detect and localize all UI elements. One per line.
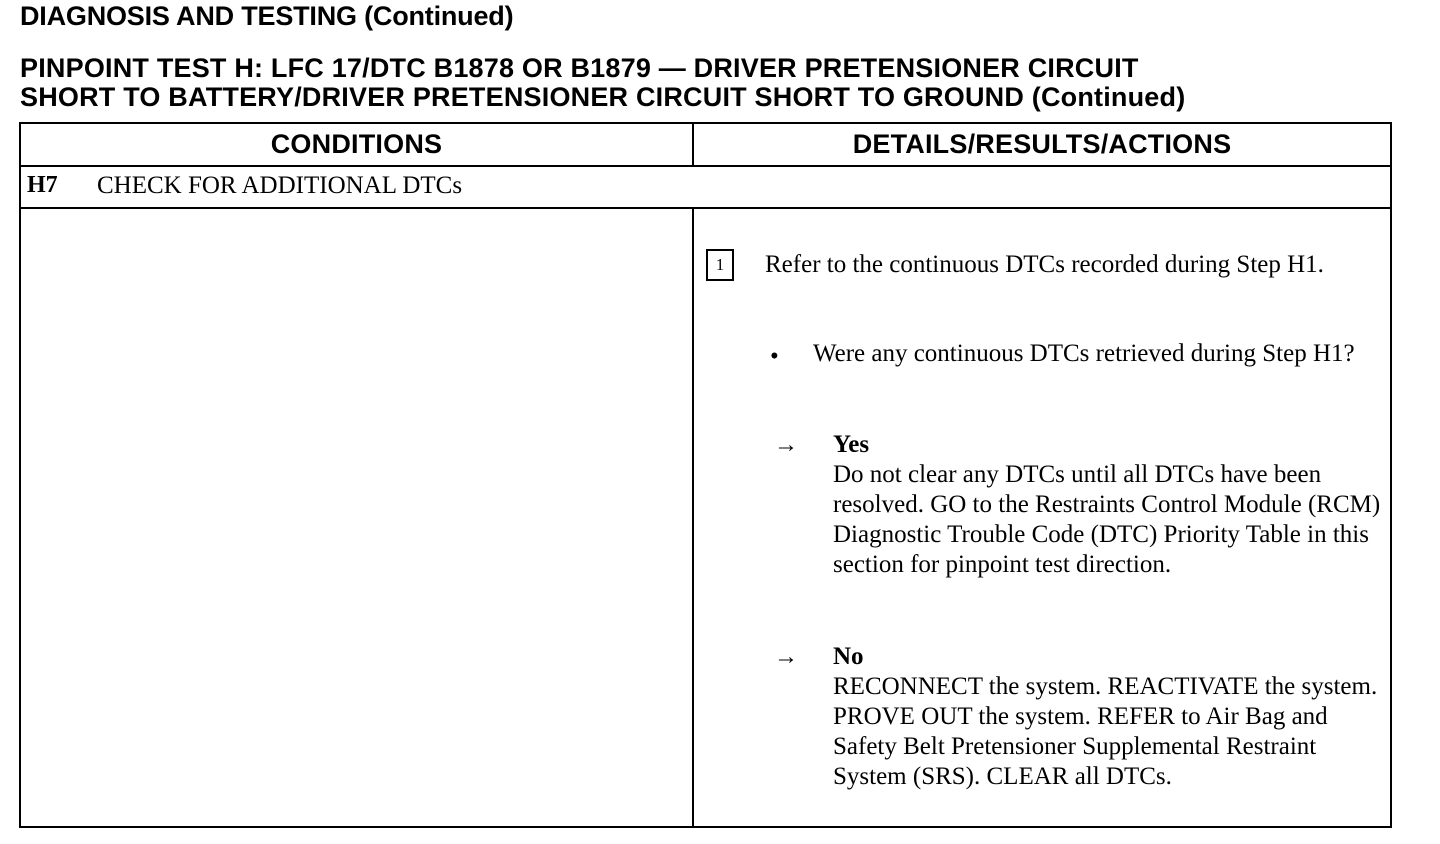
step-title-row [21, 167, 1390, 209]
pinpoint-test-title [20, 54, 1185, 112]
section-title: DIAGNOSIS AND TESTING (Continued) [20, 1, 514, 31]
pinpoint-test-title-line2: SHORT TO BATTERY/DRIVER PRETENSIONER CIRCUIT SHORT TO GROUND (Continued) [20, 82, 1186, 112]
answer-no-label: No [833, 643, 864, 670]
details-cell [694, 209, 1390, 826]
arrow-right-icon: → [774, 432, 798, 458]
step-number-box: 1 [706, 249, 734, 281]
pinpoint-test-title-line1: PINPOINT TEST H: LFC 17/DTC B1878 OR B1879 — DRIVER PRETENSIONER CIRCUIT [20, 53, 1139, 83]
bullet-icon: • [770, 343, 779, 370]
arrow-right-icon: → [774, 644, 798, 670]
question-text: Were any continuous DTCs retrieved during Step H1? [813, 340, 1355, 367]
step-code: H7 [27, 172, 58, 198]
answer-no-text: RECONNECT the system. REACTIVATE the system. PROVE OUT the system. REFER to Air Bag and Safety Belt Pretensioner Supplemental Restraint System (SRS). CLEAR all DTCs. [833, 673, 1378, 790]
conditions-cell [21, 209, 694, 826]
answer-yes-label: Yes [833, 431, 870, 458]
step-title: CHECK FOR ADDITIONAL DTCs [97, 172, 463, 199]
pinpoint-test-table [19, 122, 1392, 828]
details-header: DETAILS/RESULTS/ACTIONS [852, 129, 1232, 159]
instruction-text: Refer to the continuous DTCs recorded during Step H1. [765, 251, 1324, 278]
answer-yes [833, 430, 1383, 580]
conditions-header: CONDITIONS [21, 124, 694, 165]
table-header-row [21, 124, 1390, 167]
answer-yes-text: Do not clear any DTCs until all DTCs have been resolved. GO to the Restraints Control Module (RCM) Diagnostic Trouble Code (DTC) Priority Table in this section for pinpoint test direction. [833, 461, 1381, 578]
answer-no [833, 642, 1388, 792]
